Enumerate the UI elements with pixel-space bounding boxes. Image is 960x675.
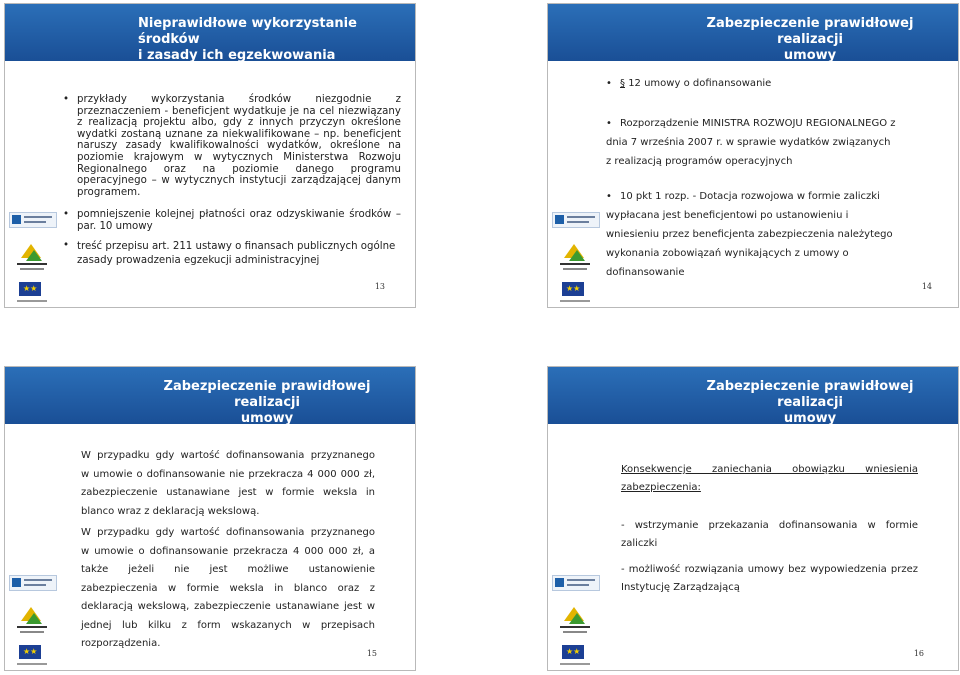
slide-title-line2: umowy (240, 411, 294, 426)
line-text: także jeżeli nie jest możliwe ustanowienie (81, 564, 375, 575)
line-text: - możliwość rozwiązania umowy bez wypowiedzenia przez (621, 564, 918, 575)
bullet-item (63, 94, 401, 198)
bullet-item (63, 209, 401, 232)
slaskie-logo-icon (558, 244, 592, 274)
slide-body (81, 447, 375, 654)
bullet-text (620, 78, 944, 90)
page-number: 15 (366, 649, 377, 658)
slide-title-banner (5, 367, 415, 424)
line-text: wykonania zobowiązań wynikających z umowy o (606, 248, 849, 259)
bullet-item (606, 118, 944, 130)
consequences-heading: Konsekwencje zaniechania obowiązku wniesienia (621, 464, 918, 475)
bullet-icon: • (606, 78, 612, 89)
slide-14 (547, 3, 959, 308)
slide-title-line1: Zabezpieczenie prawidłowej realizacji (706, 379, 914, 410)
eu-caption (17, 663, 47, 665)
line-text: zabezpieczenie ustanawiane jest w formie weksla in (81, 487, 375, 498)
line-text: w umowie o dofinansowanie przekracza 4 000 000 zł, a (81, 545, 375, 557)
slaskie-logo-icon (558, 607, 592, 637)
bullet-item (606, 191, 944, 203)
bullet-item (63, 240, 401, 268)
line-text: Instytucję Zarządzającą (621, 582, 740, 593)
pokl-logo-icon (9, 212, 57, 228)
page-number: 16 (913, 649, 924, 658)
bullet-text: pomniejszenie kolejnej płatności oraz odzyskiwanie środków – par. 10 umowy (77, 209, 401, 232)
line-text: zaliczki (621, 538, 658, 549)
section-mark: § (620, 78, 625, 89)
line-text: W przypadku gdy wartość dofinansowania przyznanego (81, 450, 375, 461)
slide-title-banner (548, 4, 958, 61)
line-text: dofinansowanie (606, 267, 685, 278)
pokl-logo-icon (552, 575, 600, 591)
bullet-icon: • (63, 94, 70, 105)
slide-body (63, 94, 401, 268)
line-text: blanco wraz z deklaracją wekslową. (81, 505, 260, 517)
line-text: rozporządzenia. (81, 638, 161, 649)
slide-title-banner (5, 4, 415, 61)
eu-flag-icon: ★★ (562, 282, 584, 296)
pokl-logo-icon (552, 212, 600, 228)
line-text: zabezpieczenia w formie weksla in blanco oraz z (81, 582, 375, 594)
line-text: 12 umowy o dofinansowanie (628, 78, 772, 89)
bullet-icon: • (63, 209, 70, 221)
eu-caption (560, 663, 590, 665)
slide-body (606, 78, 944, 279)
line-text: dnia 7 września 2007 r. w sprawie wydatków związanych (606, 137, 891, 148)
page-number: 13 (374, 282, 385, 291)
line-text: wniesieniu przez beneficjenta zabezpieczenia należytego (606, 229, 893, 240)
line-text: W przypadku gdy wartość dofinansowania przyznanego (81, 527, 375, 538)
line-text: jednej lub kilku z form wskazanych w przepisach (81, 619, 375, 631)
line-text: 10 pkt 1 rozp. - Dotacja rozwojowa w formie zaliczki (620, 191, 880, 202)
bullet-icon: • (606, 191, 612, 202)
line-text: w umowie o dofinansowanie nie przekracza 4 000 000 zł, (81, 468, 375, 480)
eu-flag-icon: ★★ (19, 282, 41, 296)
pokl-logo-icon (9, 575, 57, 591)
slide-13 (4, 3, 416, 308)
eu-caption (17, 300, 47, 302)
slide-title-line2: umowy (783, 411, 837, 426)
line-text: - wstrzymanie przekazania dofinansowania w formie (621, 520, 918, 531)
bullet-icon: • (63, 239, 70, 251)
slide-title-line2: i zasady ich egzekwowania (138, 48, 336, 63)
bullet-text: treść przepisu art. 211 ustawy o finansach publicznych ogólne zasady prowadzenia egzekucji administracyjnej (77, 240, 396, 266)
line-text: wypłacana jest beneficjentowi po ustanowieniu i (606, 210, 849, 221)
bullet-text: przykłady wykorzystania środków niezgodnie z przeznaczeniem - beneficjent wydatkuje je na cel niezwiązany z realizacją projektu albo, gdy z innych przyczyn określone wydatki zostaną uznane za niekwalifikowane – np. beneficjent naruszy zasady kwalifikowalności wydatków, określone na poziomie krajowym w wytycznych Ministerstwa Rozwoju Regionalnego oraz na poziomie danego programu operacyjnego – w wytycznych instytucji zarządzającej danym programem. (77, 94, 401, 198)
slide-title-line2: umowy (783, 48, 837, 63)
bullet-icon: • (606, 118, 612, 129)
eu-flag-icon: ★★ (562, 645, 584, 659)
slide-title-line1: Zabezpieczenie prawidłowej realizacji (706, 16, 914, 47)
line-text: z realizacją programów operacyjnych (606, 156, 793, 167)
slide-title-line1: Nieprawidłowe wykorzystanie środków (138, 16, 357, 47)
slaskie-logo-icon (15, 244, 49, 274)
eu-caption (560, 300, 590, 302)
consequences-heading-cont: zabezpieczenia: (621, 482, 701, 493)
slide-16 (547, 366, 959, 671)
line-text: deklaracją wekslową, zabezpieczenie ustanawiane jest w (81, 601, 375, 612)
bullet-item (606, 78, 944, 90)
slide-15 (4, 366, 416, 671)
slaskie-logo-icon (15, 607, 49, 637)
page-number: 14 (921, 282, 932, 291)
line-text: Rozporządzenie MINISTRA ROZWOJU REGIONALNEGO z (620, 118, 896, 129)
slide-title-line1: Zabezpieczenie prawidłowej realizacji (163, 379, 371, 410)
slide-title-banner (548, 367, 958, 424)
eu-flag-icon: ★★ (19, 645, 41, 659)
slide-body (621, 461, 918, 597)
